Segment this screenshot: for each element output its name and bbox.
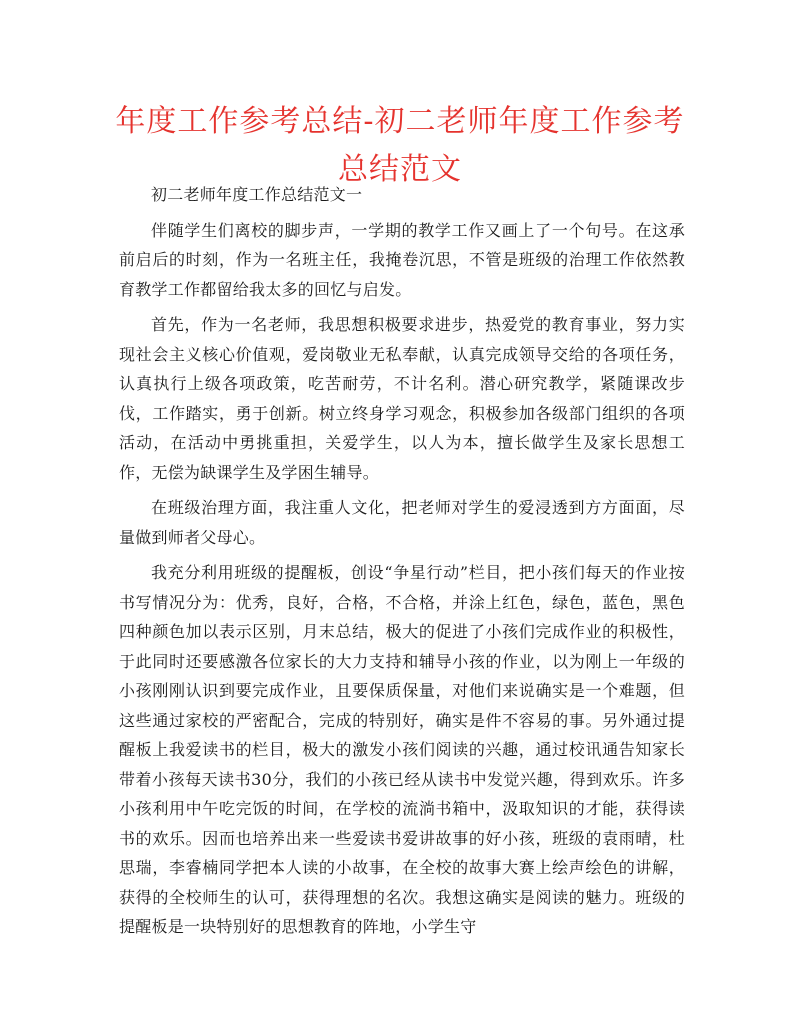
paragraph-3: 在班级治理方面，我注重人文化，把老师对学生的爱浸透到方方面面，尽量做到师者父母心。 xyxy=(119,498,685,547)
document-title: 年度工作参考总结-初二老师年度工作参考总结范文 xyxy=(115,104,685,187)
paragraph-2: 首先，作为一名老师，我思想积极要求进步，热爱党的教育事业，努力实现社会主义核心价值观，爱岗敬业无私奉献，认真完成领导交给的各项任务，认真执行上级各项政策，吃苦耐劳，不计名利。潜心研究教学，紧随课改步伐，工作踏实，勇于创新。树立终身学习观念，积极参加各级部门组织的各项活动，在活动中勇挑重担，关爱学生，以人为本，擅长做学生及家长思想工作，无偿为缺课学生及学困生辅导。 xyxy=(119,315,685,482)
paragraph-1: 伴随学生们离校的脚步声，一学期的教学工作又画上了一个句号。在这承前启后的时刻，作为一名班主任，我掩卷沉思，不管是班级的治理工作依然教育教学工作都留给我太多的回忆与启发。 xyxy=(119,220,685,299)
paragraph-4: 我充分利用班级的提醒板，创设“争星行动”栏目，把小孩们每天的作业按书写情况分为：优秀，良好，合格，不合格，并涂上红色，绿色，蓝色，黑色四种颜色加以表示区别，月末总结，极大的促进了小孩们完成作业的积极性，于此同时还要感激各位家长的大力支持和辅导小孩的作业，以为刚上一年级的小孩刚刚认识到要完成作业，且要保质保量，对他们来说确实是一个难题，但这些通过家校的严密配合，完成的特别好，确实是件不容易的事。另外通过提醒板上我爱读书的栏目，极大的激发小孩们阅读的兴趣，通过校讯通告知家长带着小孩每天读书30分，我们的小孩已经从读书中发觉兴趣，得到欢乐。许多小孩利用中午吃完饭的时间，在学校的流淌书箱中，汲取知识的才能，获得读书的欢乐。因而也培养出来一些爱读书爱讲故事的好小孩，班级的袁雨晴，杜思瑞，李睿楠同学把本人读的小故事，在全校的故事大赛上绘声绘色的讲解，获得的全校师生的认可，获得理想的名次。我想这确实是阅读的魅力。班级的提醒板是一块特别好的思想教育的阵地，小学生守 xyxy=(119,563,685,936)
document-body xyxy=(119,180,685,942)
section-subheading: 初二老师年度工作总结范文一 xyxy=(151,185,363,204)
